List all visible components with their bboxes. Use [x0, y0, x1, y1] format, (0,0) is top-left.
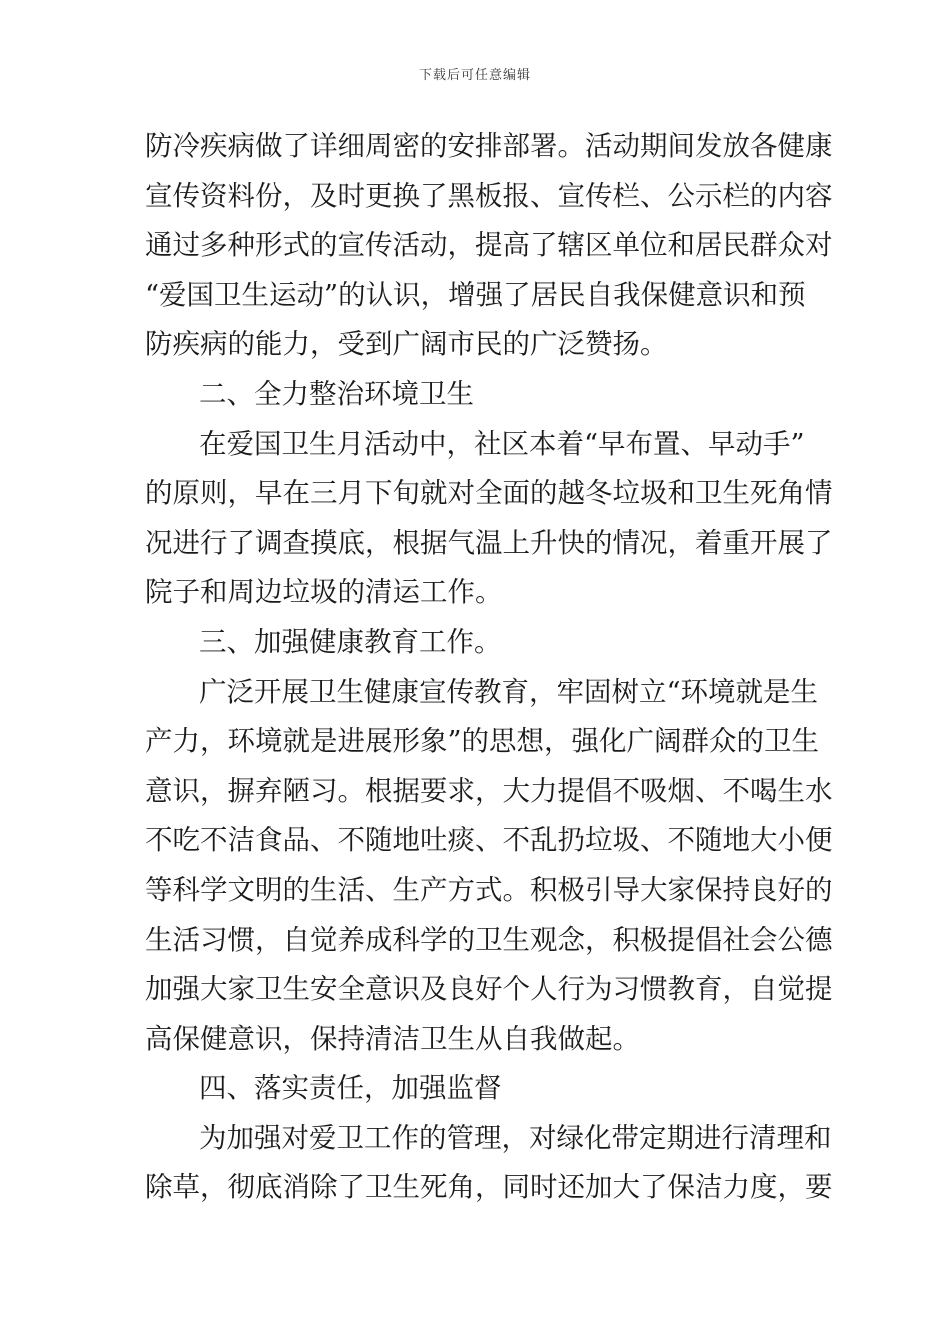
body-line: 加强大家卫生安全意识及良好个人行为习惯教育，自觉提: [145, 973, 833, 1006]
body-line: 宣传资料份，及时更换了黑板报、宣传栏、公示栏的内容: [145, 179, 833, 212]
page-header: 下载后可任意编辑: [418, 68, 531, 83]
body-line: 意识，摒弃陋习。根据要求，大力提倡不吸烟、不喝生水: [145, 774, 833, 807]
body-line: 防疾病的能力，受到广阔市民的广泛赞扬。: [145, 328, 668, 361]
body-line: 不吃不洁食品、不随地吐痰、不乱扔垃圾、不随地大小便: [145, 824, 833, 857]
paragraph-first-line: 在爱国卫生月活动中，社区本着“早布置、早动手”: [199, 427, 805, 460]
body-line: 高保健意识，保持清洁卫生从自我做起。: [145, 1022, 640, 1055]
body-line: 况进行了调查摸底，根据气温上升快的情况，着重开展了: [145, 526, 833, 559]
body-line: 等科学文明的生活、生产方式。积极引导大家保持良好的: [145, 873, 833, 906]
body-line: “爱国卫生运动”的认识，增强了居民自我保健意识和预: [145, 278, 806, 311]
section-heading: 三、加强健康教育工作。: [199, 625, 502, 658]
section-heading: 二、全力整治环境卫生: [199, 377, 474, 410]
body-line: 产力，环境就是进展形象”的思想，强化广阔群众的卫生: [145, 725, 820, 758]
body-line: 院子和周边垃圾的清运工作。: [145, 576, 503, 609]
body-line: 防冷疾病做了详细周密的安排部署。活动期间发放各健康: [145, 130, 833, 162]
body-line: 生活习惯，自觉养成科学的卫生观念，积极提倡社会公德: [145, 923, 833, 956]
paragraph-first-line: 广泛开展卫生健康宣传教育，牢固树立“环境就是生: [199, 675, 819, 708]
document-body: [145, 122, 833, 1213]
section-heading: 四、落实责任，加强监督: [199, 1072, 502, 1105]
body-line: 除草，彻底消除了卫生死角，同时还加大了保洁力度，要: [145, 1171, 833, 1204]
body-line: 通过多种形式的宣传活动，提高了辖区单位和居民群众对: [145, 229, 833, 262]
paragraph-first-line: 为加强对爱卫工作的管理，对绿化带定期进行清理和: [199, 1121, 832, 1154]
body-line: 的原则，早在三月下旬就对全面的越冬垃圾和卫生死角情: [145, 477, 833, 510]
